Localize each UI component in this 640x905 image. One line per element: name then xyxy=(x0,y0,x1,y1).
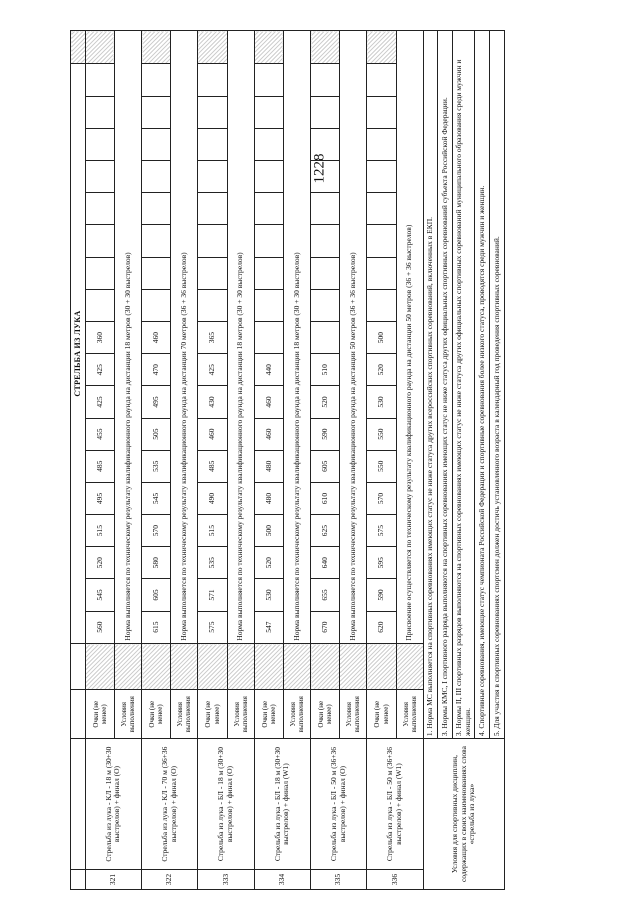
condition-note: Норма выполняется по техническому результату квалификационного раунда на дистанции 18 метров (30 + 30 выстрелов) xyxy=(284,31,311,644)
empty-value-cell xyxy=(254,64,283,96)
norm-value: 547 xyxy=(254,611,283,643)
conditions-label: Условия выполнения xyxy=(171,690,198,739)
hatched-cell xyxy=(198,643,227,690)
points-label: Очки (не менее) xyxy=(198,690,227,739)
norm-value: 520 xyxy=(367,354,396,386)
table-row xyxy=(311,31,340,890)
row-number: 333 xyxy=(198,870,254,890)
hatched-cell xyxy=(254,31,283,64)
condition-item: 1. Норма МС выполняется на спортивных соревнованиях имеющих статус не ниже статуса других всероссийских спортивных соревнований, включенных в ЕКП. xyxy=(423,31,438,739)
condition-item: 3. Нормы КМС, I спортивного разряда выполняются на спортивных соревнованиях имеющих статус не ниже статуса других официальных спортивных соревнований субъекта Российской Федерации. xyxy=(438,31,453,739)
norm-value: 575 xyxy=(367,515,396,547)
empty-value-cell xyxy=(311,193,340,225)
conditions-label: Условия выполнения xyxy=(396,690,423,739)
empty-value-cell xyxy=(85,289,114,321)
norm-value: 670 xyxy=(311,611,340,643)
empty-value-cell xyxy=(142,225,171,257)
points-label: Очки (не менее) xyxy=(142,690,171,739)
empty-value-cell xyxy=(142,96,171,128)
norm-value: 590 xyxy=(311,418,340,450)
hatched-cell xyxy=(367,31,396,64)
empty-value-cell xyxy=(198,64,227,96)
norm-value: 425 xyxy=(85,386,114,418)
condition-item: 3. Нормы II, III спортивных разрядов выполняются на спортивных соревнованиях имеющих статус не ниже статуса других официальных спортивных соревнований муниципального образования среди мужчин и женщин. xyxy=(453,31,475,739)
hatched-cell xyxy=(85,31,114,64)
empty-value-cell xyxy=(142,64,171,96)
norm-value: 590 xyxy=(367,579,396,611)
norm-value: 500 xyxy=(367,322,396,354)
hatched-cell xyxy=(115,643,142,690)
empty-value-cell xyxy=(85,257,114,289)
table-row xyxy=(367,31,396,890)
norm-value: 535 xyxy=(142,450,171,482)
table-row xyxy=(142,31,171,890)
empty-value-cell xyxy=(254,128,283,160)
row-number: 334 xyxy=(254,870,310,890)
norm-value: 610 xyxy=(311,482,340,514)
discipline-name: Стрельба из лука - БЛ - 18 м (30+30 выстрелов) + финал (О) xyxy=(198,739,254,870)
page-number: 1228 xyxy=(311,153,328,184)
norm-value: 460 xyxy=(198,418,227,450)
conditions-label: Условия выполнения xyxy=(284,690,311,739)
hatched-cell xyxy=(171,643,198,690)
norm-value: 515 xyxy=(198,515,227,547)
empty-value-cell xyxy=(311,161,340,193)
condition-note: Норма выполняется по техническому результату квалификационного раунда на дистанции 50 метров (36 + 36 выстрелов) xyxy=(340,31,367,644)
section-hatched-cell xyxy=(71,31,86,64)
empty-value-cell xyxy=(311,289,340,321)
norm-value: 460 xyxy=(254,418,283,450)
condition-item: 4. Спортивные соревнования, имеющие статус чемпионата Российской Федерации и спортивные соревнования более низкого статуса, проводятся среди мужчин и женщин. xyxy=(475,31,490,739)
norm-value: 655 xyxy=(311,579,340,611)
discipline-name: Стрельба из лука - БЛ - 50 м (36+36 выстрелов) + финал (О) xyxy=(311,739,367,870)
norm-value: 560 xyxy=(85,611,114,643)
norm-value: 520 xyxy=(254,547,283,579)
norm-value: 535 xyxy=(198,547,227,579)
empty-value-cell xyxy=(254,289,283,321)
empty-value-cell xyxy=(142,289,171,321)
norm-value: 455 xyxy=(85,418,114,450)
conditions-row xyxy=(423,31,438,890)
hatched-cell xyxy=(227,643,254,690)
discipline-name: Стрельба из лука - БЛ - 50 м (36+36 выстрелов) + финал (W1) xyxy=(367,739,423,870)
empty-value-cell xyxy=(254,193,283,225)
norm-value: 500 xyxy=(254,515,283,547)
norm-value: 360 xyxy=(85,322,114,354)
condition-item: 5. Для участия в спортивных соревнованиях спортсмен должен достичь установленного возраста в календарный год проведения спортивных соревнований. xyxy=(490,31,505,739)
norm-value: 545 xyxy=(142,482,171,514)
empty-value-cell xyxy=(311,225,340,257)
condition-note: Присвоение осуществляется по техническому результату квалификационного раунда на дистанции 50 метров (36 + 36 выстрелов) xyxy=(396,31,423,644)
empty-value-cell xyxy=(85,193,114,225)
hatched-cell xyxy=(340,643,367,690)
norm-value: 365 xyxy=(198,322,227,354)
conditions-title: Условия для спортивных дисциплин, содержащих в своих наименованиях слова «стрельба из лука» xyxy=(423,739,504,890)
empty-value-cell xyxy=(367,64,396,96)
row-number: 336 xyxy=(367,870,423,890)
norm-value: 530 xyxy=(254,579,283,611)
empty-value-cell xyxy=(198,289,227,321)
norms-table-wrapper xyxy=(70,30,505,890)
norm-value: 505 xyxy=(142,418,171,450)
condition-note: Норма выполняется по техническому результату квалификационного раунда на дистанции 18 метров (30 + 30 выстрелов) xyxy=(115,31,142,644)
table-row xyxy=(198,31,227,890)
hatched-cell xyxy=(142,643,171,690)
empty-value-cell xyxy=(311,322,340,354)
empty-value-cell xyxy=(85,225,114,257)
empty-value-cell xyxy=(311,128,340,160)
norm-value: 570 xyxy=(367,482,396,514)
norm-value: 485 xyxy=(198,450,227,482)
empty-value-cell xyxy=(142,193,171,225)
empty-value-cell xyxy=(254,322,283,354)
discipline-name: Стрельба из лука - КЛ - 70 м (36+36 выстрелов) + финал (О) xyxy=(142,739,198,870)
row-number: 321 xyxy=(85,870,141,890)
hatched-cell xyxy=(85,643,114,690)
discipline-name: Стрельба из лука - КЛ - 18 м (30+30 выстрелов) + финал (О) xyxy=(85,739,141,870)
norm-value: 580 xyxy=(142,547,171,579)
norm-value: 425 xyxy=(198,354,227,386)
norm-value: 605 xyxy=(311,450,340,482)
empty-value-cell xyxy=(367,161,396,193)
norm-value: 490 xyxy=(198,482,227,514)
points-label: Очки (не менее) xyxy=(311,690,340,739)
norm-value: 495 xyxy=(85,482,114,514)
norm-value: 620 xyxy=(367,611,396,643)
empty-value-cell xyxy=(198,257,227,289)
empty-value-cell xyxy=(85,128,114,160)
norm-value: 440 xyxy=(254,354,283,386)
empty-value-cell xyxy=(367,128,396,160)
empty-value-cell xyxy=(198,128,227,160)
norm-value: 545 xyxy=(85,579,114,611)
norm-value: 605 xyxy=(142,579,171,611)
row-number: 335 xyxy=(311,870,367,890)
empty-value-cell xyxy=(142,257,171,289)
hatched-cell xyxy=(367,643,396,690)
norm-value: 510 xyxy=(311,354,340,386)
empty-value-cell xyxy=(367,96,396,128)
empty-value-cell xyxy=(85,64,114,96)
norm-value: 570 xyxy=(142,515,171,547)
norm-value: 425 xyxy=(85,354,114,386)
empty-value-cell xyxy=(198,161,227,193)
empty-value-cell xyxy=(311,257,340,289)
norm-value: 430 xyxy=(198,386,227,418)
hatched-cell xyxy=(142,31,171,64)
norm-value: 575 xyxy=(198,611,227,643)
norm-value: 460 xyxy=(254,386,283,418)
norms-table xyxy=(70,30,505,890)
norm-value: 571 xyxy=(198,579,227,611)
empty-value-cell xyxy=(85,96,114,128)
empty-value-cell xyxy=(198,225,227,257)
hatched-cell xyxy=(396,643,423,690)
points-label: Очки (не менее) xyxy=(254,690,283,739)
section-title: СТРЕЛЬБА ИЗ ЛУКА xyxy=(71,64,86,643)
norm-value: 640 xyxy=(311,547,340,579)
empty-value-cell xyxy=(198,193,227,225)
empty-value-cell xyxy=(367,289,396,321)
condition-note: Норма выполняется по техническому результату квалификационного раунда на дистанции 70 метров (36 + 36 выстрелов) xyxy=(171,31,198,644)
table-row xyxy=(254,31,283,890)
norm-value: 520 xyxy=(311,386,340,418)
empty-value-cell xyxy=(367,193,396,225)
norm-value: 460 xyxy=(142,322,171,354)
conditions-label: Условия выполнения xyxy=(340,690,367,739)
empty-value-cell xyxy=(254,225,283,257)
empty-value-cell xyxy=(311,96,340,128)
conditions-label: Условия выполнения xyxy=(115,690,142,739)
empty-value-cell xyxy=(254,96,283,128)
empty-value-cell xyxy=(85,161,114,193)
points-label: Очки (не менее) xyxy=(85,690,114,739)
points-label: Очки (не менее) xyxy=(367,690,396,739)
empty-value-cell xyxy=(254,161,283,193)
empty-value-cell xyxy=(198,96,227,128)
norm-value: 480 xyxy=(254,450,283,482)
empty-value-cell xyxy=(142,128,171,160)
discipline-name: Стрельба из лука - БЛ - 18 м (30+30 выстрелов) + финал (W1) xyxy=(254,739,310,870)
hatched-cell xyxy=(311,31,340,64)
hatched-cell xyxy=(198,31,227,64)
conditions-label: Условия выполнения xyxy=(227,690,254,739)
norm-value: 530 xyxy=(367,386,396,418)
empty-value-cell xyxy=(142,161,171,193)
norm-value: 480 xyxy=(254,482,283,514)
hatched-cell xyxy=(311,643,340,690)
section-row xyxy=(71,31,86,890)
norm-value: 625 xyxy=(311,515,340,547)
hatched-cell xyxy=(284,643,311,690)
norm-value: 550 xyxy=(367,450,396,482)
norm-value: 485 xyxy=(85,450,114,482)
empty-value-cell xyxy=(311,64,340,96)
table-row xyxy=(85,31,114,890)
norm-value: 520 xyxy=(85,547,114,579)
row-number: 322 xyxy=(142,870,198,890)
norm-value: 515 xyxy=(85,515,114,547)
empty-value-cell xyxy=(367,225,396,257)
hatched-cell xyxy=(254,643,283,690)
norm-value: 550 xyxy=(367,418,396,450)
norm-value: 495 xyxy=(142,386,171,418)
empty-value-cell xyxy=(367,257,396,289)
empty-value-cell xyxy=(254,257,283,289)
norm-value: 595 xyxy=(367,547,396,579)
condition-note: Норма выполняется по техническому результату квалификационного раунда на дистанции 18 метров (30 + 30 выстрелов) xyxy=(227,31,254,644)
norm-value: 615 xyxy=(142,611,171,643)
norm-value: 470 xyxy=(142,354,171,386)
